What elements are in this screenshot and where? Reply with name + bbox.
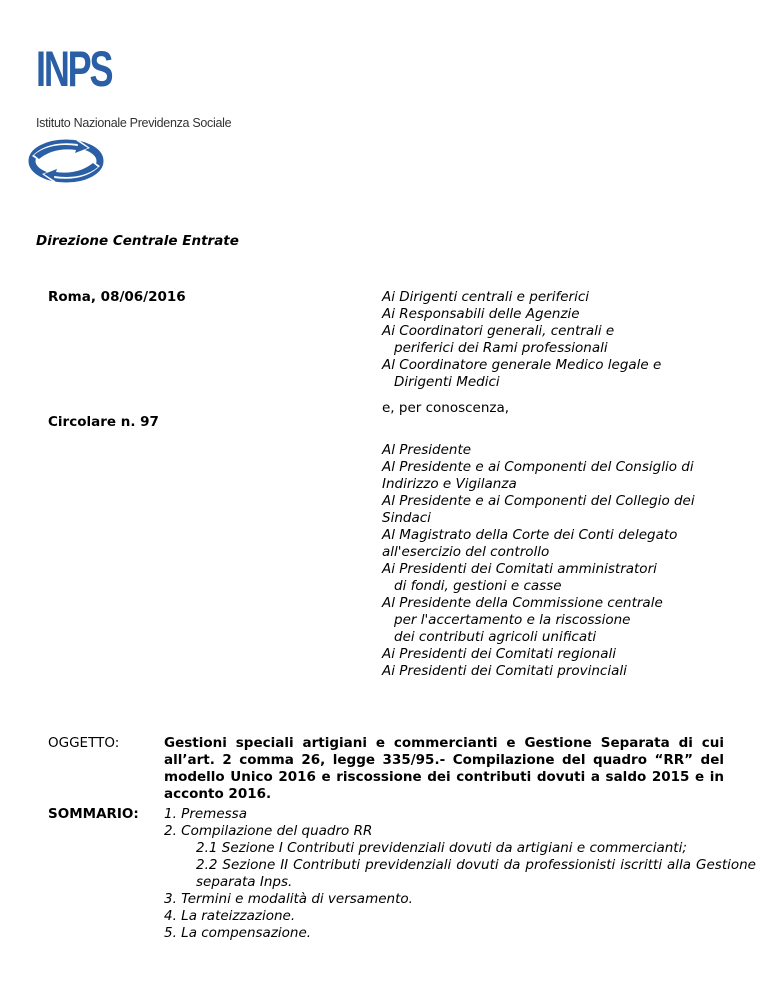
inps-logo-wordmark: INPS [36, 41, 112, 97]
sommario-subitem: 2.1 Sezione I Contributi previdenziali dovuti da artigiani e commercianti; [196, 840, 687, 856]
place-date: Roma, 08/06/2016 [48, 289, 186, 305]
recipient-cc-line: Al Presidente e ai Componenti del Consiglio di [382, 459, 694, 475]
recipient-cc-line: di fondi, gestioni e casse [394, 578, 562, 594]
recipient-cc-line: Ai Presidenti dei Comitati amministratori [382, 561, 657, 577]
sommario-subitem: 2.2 Sezione II Contributi previdenziali dovuti da professionisti iscritti alla Gestione separata Inps. [196, 857, 756, 890]
recipient-line: periferici dei Rami professionali [394, 340, 608, 356]
recipient-line: Dirigenti Medici [394, 374, 500, 390]
sommario-item: 5. La compensazione. [164, 925, 312, 941]
recipient-line: Ai Dirigenti centrali e periferici [382, 289, 589, 305]
oggetto-label: OGGETTO: [48, 735, 120, 751]
recipient-cc-line: Al Presidente e ai Componenti del Collegio dei [382, 493, 695, 509]
recipient-cc-line: Indirizzo e Vigilanza [382, 476, 517, 492]
recipient-cc-line: dei contributi agricoli unificati [394, 629, 597, 645]
sommario-label: SOMMARIO: [48, 806, 139, 822]
inps-arrows-logo-icon [28, 138, 108, 188]
recipients-cc-list [382, 442, 742, 680]
recipient-line: Ai Responsabili delle Agenzie [382, 306, 580, 322]
recipient-cc-line: Al Magistrato della Corte dei Conti delegato [382, 527, 678, 543]
recipient-cc-line: Sindaci [382, 510, 431, 526]
department-heading: Direzione Centrale Entrate [36, 233, 239, 249]
circular-number: Circolare n. 97 [48, 414, 159, 430]
sommario-item: 3. Termini e modalità di versamento. [164, 891, 413, 907]
recipient-cc-line: Al Presidente [382, 442, 472, 458]
recipients-list [382, 289, 742, 391]
inps-logo-subtitle: Istituto Nazionale Previdenza Sociale [36, 116, 232, 130]
sommario-item: 4. La rateizzazione. [164, 908, 296, 924]
sommario-list [164, 806, 756, 942]
recipient-line: Al Coordinatore generale Medico legale e [382, 357, 662, 373]
recipient-line: Ai Coordinatori generali, centrali e [382, 323, 615, 339]
sommario-item: 1. Premessa [164, 806, 247, 822]
oggetto-text: Gestioni speciali artigiani e commercianti e Gestione Separata di cui all’art. 2 comma 26, legge 335/95.- Compilazione del quadro “RR” del modello Unico 2016 e riscossione dei contributi dovuti a saldo 2015 e in acconto 2016. [164, 735, 724, 802]
per-conoscenza-label: e, per conoscenza, [382, 400, 510, 416]
recipient-cc-line: Al Presidente della Commissione centrale [382, 595, 663, 611]
recipient-cc-line: all'esercizio del controllo [382, 544, 550, 560]
recipient-cc-line: Ai Presidenti dei Comitati regionali [382, 646, 616, 662]
recipient-cc-line: Ai Presidenti dei Comitati provinciali [382, 663, 627, 679]
sommario-item: 2. Compilazione del quadro RR [164, 823, 373, 839]
recipient-cc-line: per l'accertamento e la riscossione [394, 612, 631, 628]
